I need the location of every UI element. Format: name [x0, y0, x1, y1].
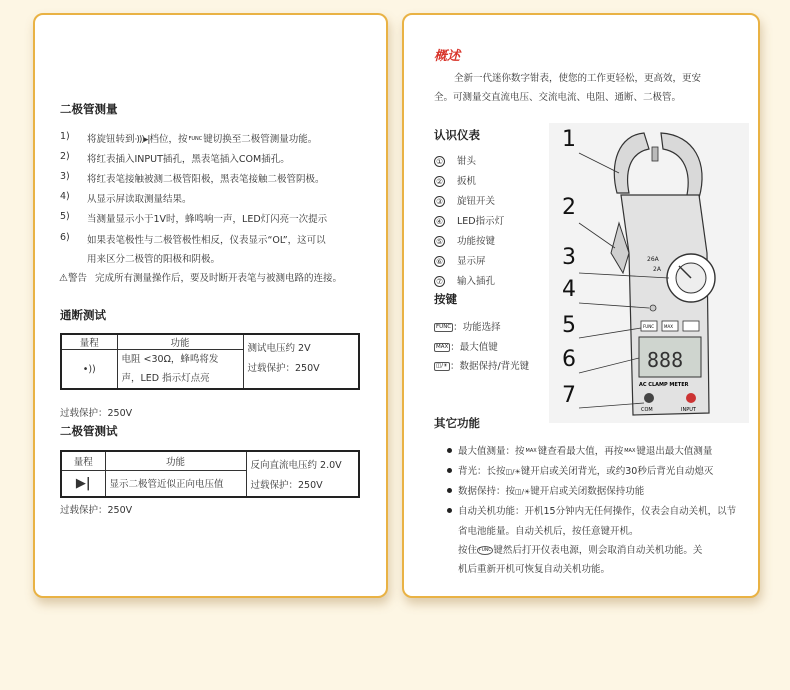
auto-off-line3: [458, 542, 702, 556]
step-number: 5): [60, 211, 70, 222]
warning-line: [59, 270, 342, 284]
step-3: 将红表笔接触被测二极管阳极，黑表笔接触二极管阴极。: [87, 174, 325, 185]
overload-protection: 过载保护：250V: [250, 480, 323, 491]
range-label-2a: 2A: [653, 266, 661, 273]
continuity-notes: [243, 334, 359, 389]
keys-title: 按键: [434, 292, 457, 306]
step-number: 3): [60, 171, 70, 182]
part-label: 输入插孔: [457, 276, 496, 287]
lcd-digits: 888: [647, 348, 684, 372]
other-item-backlight: [458, 463, 713, 477]
step-6: 如果表笔极性与二极管极性相反，仪表显示“OL”，这可以: [87, 235, 326, 246]
step-1-post2: 键切换至二极管测量功能。: [203, 134, 318, 145]
step-5: 当测量显示小于1V时，蜂鸣响一声，LED灯闪亮一次提示: [87, 214, 328, 225]
input-label: INPUT: [681, 407, 696, 413]
part-number: ③: [434, 196, 445, 207]
part-item: [434, 213, 504, 227]
reverse-voltage: 反向直流电压约 2.0V: [250, 460, 342, 471]
max-text-b: 键查看最大值，再按: [537, 446, 624, 457]
step-number: 2): [60, 151, 70, 162]
callout-6: 6: [562, 347, 576, 372]
callout-5: 5: [562, 313, 576, 338]
step-number: 1): [60, 131, 70, 142]
callout-7: 7: [562, 383, 576, 408]
auto-text-a: 按住: [458, 545, 478, 556]
continuity-beeper-icon: •)): [61, 350, 117, 390]
part-label: 旋钮开关: [457, 196, 496, 207]
continuity-title: 通断测试: [60, 308, 106, 322]
know-meter-title: 认识仪表: [434, 128, 480, 142]
key-label: ：数据保持/背光键: [449, 361, 530, 372]
warning-triangle-icon: ⚠: [59, 273, 68, 284]
diode-measure-title: 二极管测量: [60, 102, 118, 116]
diode-table: [60, 450, 360, 498]
step-number: 6): [60, 232, 70, 243]
clamp-meter-illustration: [549, 123, 749, 423]
range-header: 量程: [61, 451, 105, 470]
other-item-hold: [458, 483, 644, 497]
part-item: [434, 193, 495, 207]
key-item: [434, 339, 498, 353]
callout-1: 1: [562, 127, 576, 152]
overview-title: 概述: [434, 49, 461, 64]
part-number: ②: [434, 176, 445, 187]
function-header: 功能: [105, 451, 246, 470]
part-item: [434, 273, 495, 287]
callout-4: 4: [562, 277, 576, 302]
part-number: ④: [434, 216, 445, 227]
backlight-text-b: 键开启或关闭背光，或约30秒后背光自动熄灭: [520, 466, 714, 477]
step-1-pre: 将旋钮转到: [87, 134, 135, 145]
diode-test-title: 二极管测试: [60, 424, 118, 438]
hold-backlight-key-icon: ◫/☀: [436, 363, 448, 369]
warning-label: 警告: [67, 273, 87, 284]
test-voltage: 测试电压约 2V: [247, 343, 311, 354]
hold-text-a: 数据保持：按: [458, 486, 516, 497]
auto-off-line1: 自动关机功能：开机15分钟内无任何操作，仪表会自动关机，以节: [458, 506, 737, 517]
right-page: [402, 13, 760, 598]
other-functions-title: 其它功能: [434, 416, 480, 430]
part-label: 显示屏: [457, 256, 486, 267]
com-label: COM: [641, 407, 653, 413]
key-label: ：最大值键: [450, 342, 498, 353]
continuity-overload: 过载保护：250V: [60, 408, 133, 419]
part-label: 扳机: [457, 176, 477, 187]
other-item-max: [458, 443, 712, 457]
continuity-func-line1: 电阻 <30Ω，蜂鸣将发: [121, 354, 219, 365]
part-number: ①: [434, 156, 445, 167]
step-6-cont: 用来区分二极管的阳极和阴极。: [87, 254, 221, 265]
part-item: [434, 233, 495, 247]
part-item: [434, 173, 476, 187]
step-number: 4): [60, 191, 70, 202]
part-item: [434, 153, 476, 167]
overload-protection: 过载保护：250V: [247, 363, 320, 374]
led-indicator: [650, 305, 656, 311]
hold-text-b: 键开启或关闭数据保持功能: [530, 486, 645, 497]
input-jack: [686, 393, 696, 403]
max-text-a: 最大值测量：按: [458, 446, 525, 457]
step-1-post: 档位，按: [149, 134, 188, 145]
bullet: [447, 448, 452, 453]
callout-3: 3: [562, 245, 576, 270]
auto-off-line2: 省电池能量。自动关机后，按任意键开机。: [458, 526, 639, 537]
auto-off-line4: 机后重新开机可恢复自动关机功能。: [458, 564, 611, 575]
continuity-func-line2: 声，LED 指示灯点亮: [121, 373, 210, 384]
step-2: 将红表插入INPUT插孔，黑表笔插入COM插孔。: [87, 154, 290, 165]
jaw-gap: [652, 147, 658, 161]
continuity-function: [117, 350, 243, 390]
hold-backlight-key-icon: ◫/☀: [505, 468, 521, 476]
diode-function: 显示二极管近似正向电压值: [105, 470, 246, 497]
callout-2: 2: [562, 195, 576, 220]
part-number: ⑤: [434, 236, 445, 247]
hold-button: [683, 321, 699, 331]
max-text-c: 键退出最大值测量: [636, 446, 713, 457]
key-item: [434, 319, 501, 333]
key-item: [434, 358, 529, 372]
part-label: 钳头: [457, 156, 477, 167]
func-key-icon: FUNC: [188, 136, 203, 142]
part-label: 功能按键: [457, 236, 496, 247]
func-button-label: FUNC: [643, 324, 655, 329]
hold-backlight-key-icon: ◫/☀: [515, 488, 531, 496]
diode-symbol-icon: ▶|: [61, 470, 105, 497]
warning-text: 完成所有测量操作后，要及时断开表笔与被测电路的连接。: [94, 273, 342, 284]
step-1: [87, 131, 317, 145]
max-button-label: MAX: [664, 324, 673, 329]
overview-line2: 全。可测量交直流电压、交流电流、电阻、通断、二极管。: [434, 92, 682, 103]
part-number: ⑦: [434, 276, 445, 287]
step-4: 从显示屏读取测量结果。: [87, 194, 192, 205]
backlight-text-a: 背光：长按: [458, 466, 506, 477]
range-header: 量程: [61, 334, 117, 350]
max-key-icon: MAX: [525, 448, 537, 454]
function-header: 功能: [117, 334, 243, 350]
auto-text-b: 键然后打开仪表电源，则会取消自动关机功能。关: [493, 545, 703, 556]
bullet: [447, 508, 452, 513]
key-label: ：功能选择: [453, 322, 501, 333]
part-number: ⑥: [434, 256, 445, 267]
diode-notes: [246, 451, 359, 497]
diode-overload: 过载保护：250V: [60, 505, 133, 516]
continuity-table: [60, 333, 360, 390]
overview-line1: 全新一代迷你数字钳表，使您的工作更轻松，更高效，更安: [454, 73, 702, 84]
bullet: [447, 488, 452, 493]
func-key-icon: FUNC: [436, 324, 452, 330]
part-label: LED指示灯: [457, 216, 505, 227]
bullet: [447, 468, 452, 473]
range-label-26a: 26A: [647, 256, 659, 263]
diode-beeper-icon: ·)))▸|: [134, 135, 150, 145]
func-key-icon: FUNC: [479, 548, 492, 553]
max-key-icon: MAX: [624, 448, 636, 454]
left-page: [33, 13, 388, 598]
part-item: [434, 253, 486, 267]
brand-label: AC CLAMP METER: [639, 382, 689, 388]
com-jack: [644, 393, 654, 403]
max-key-icon: MAX: [436, 344, 449, 350]
